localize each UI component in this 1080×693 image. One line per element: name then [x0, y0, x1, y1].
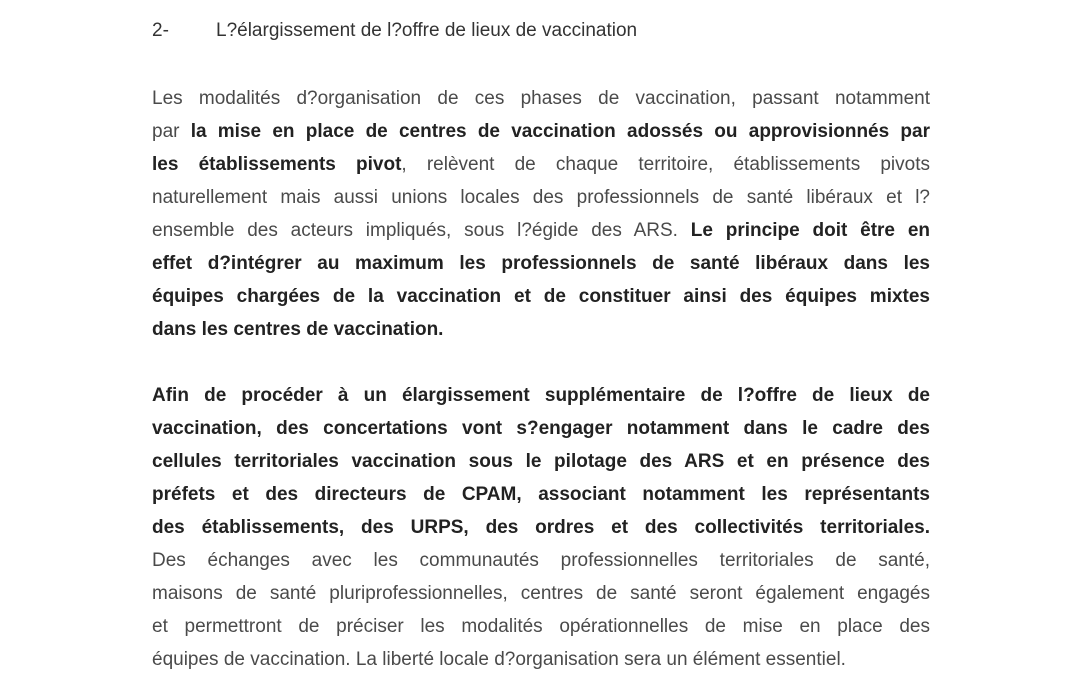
paragraph-line: équipes chargées de la vaccination et de constituer ainsi des équipes mixtes: [152, 286, 930, 307]
paragraph-line: effet d?intégrer au maximum les professionnels de santé libéraux dans les: [152, 253, 930, 274]
paragraph-line: préfets et des directeurs de CPAM, associant notamment les représentants: [152, 484, 930, 505]
text-run: , relèvent de chaque territoire, établissements pivots: [401, 154, 930, 175]
paragraph-line: cellules territoriales vaccination sous le pilotage des ARS et en présence des: [152, 451, 930, 472]
paragraph-1: [152, 82, 930, 346]
paragraph-line: naturellement mais aussi unions locales des professionnels de santé libéraux et l?: [152, 187, 930, 208]
paragraph-line: maisons de santé pluriprofessionnelles, centres de santé seront également engagés: [152, 583, 930, 604]
paragraph-line: dans les centres de vaccination.: [152, 319, 444, 340]
paragraph-line: [152, 115, 930, 148]
paragraph-line: Afin de procéder à un élargissement supplémentaire de l?offre de lieux de: [152, 385, 930, 406]
paragraph-line: vaccination, des concertations vont s?engager notamment dans le cadre des: [152, 418, 930, 439]
text-run: par: [152, 121, 191, 142]
paragraph-line: et permettront de préciser les modalités opérationnelles de mise en place des: [152, 616, 930, 637]
section-number: 2-: [152, 20, 169, 41]
text-run: ensemble des acteurs impliqués, sous l?égide des ARS.: [152, 220, 691, 241]
paragraph-line: [152, 214, 930, 247]
paragraph-line: [152, 148, 930, 181]
paragraph-line: Des échanges avec les communautés professionnelles territoriales de santé,: [152, 550, 930, 571]
paragraph-line: équipes de vaccination. La liberté locale d?organisation sera un élément essentiel.: [152, 649, 846, 670]
paragraph-line: Les modalités d?organisation de ces phases de vaccination, passant notamment: [152, 88, 930, 109]
section-heading: [152, 17, 637, 45]
paragraph-line: des établissements, des URPS, des ordres et des collectivités territoriales.: [152, 517, 930, 538]
section-title: L?élargissement de l?offre de lieux de vaccination: [216, 20, 638, 41]
text-run-bold: Le principe doit être en: [690, 220, 930, 241]
text-run-bold: les établissements pivot: [152, 154, 402, 175]
text-run-bold: la mise en place de centres de vaccination adossés ou approvisionnés par: [190, 121, 930, 142]
paragraph-2: [152, 379, 930, 676]
